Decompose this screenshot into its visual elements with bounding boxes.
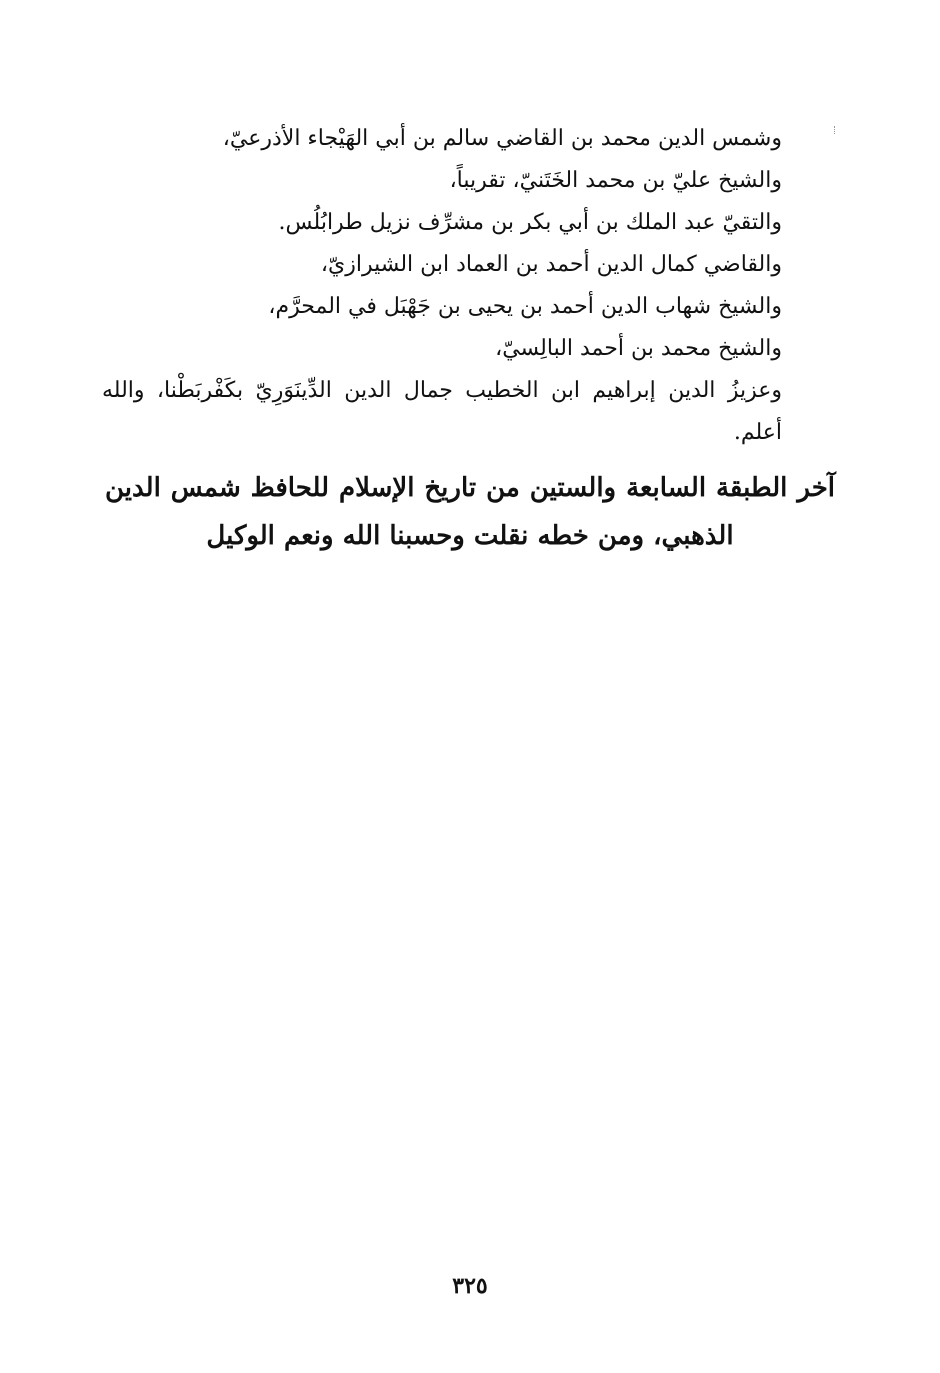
margin-mark [834,126,839,134]
entry-line: والقاضي كمال الدين أحمد بن العماد ابن الشيرازيّ، [320,252,782,277]
entry-line-final: وعزيزُ الدين إبراهيم ابن الخطيب جمال الدين الدِّينَوَرِيّ بكَفْربَطْنا، والله أعلم. [102,378,782,445]
entry-line: والتقيّ عبد الملك بن أبي بكر بن مشرِّف نزيل طرابُلُس. [278,210,782,235]
colophon-line-1: آخر الطبقة السابعة والستين من تاريخ الإسلام للحافظ شمس الدين [105,473,835,503]
death-entries-list [102,118,782,454]
entry-line: والشيخ عليّ بن محمد الخَتَنيّ، تقريباً، [449,168,782,193]
entry-line: والشيخ محمد بن أحمد البالِسيّ، [495,336,782,361]
entry-line: والشيخ شهاب الدين أحمد بن يحيى بن جَهْبَل في المحرَّم، [268,294,782,319]
colophon-line-2: الذهبي، ومن خطه نقلت وحسبنا الله ونعم الوكيل [206,521,734,551]
closing-colophon [105,464,835,560]
entry-line: وشمس الدين محمد بن القاضي سالم بن أبي الهَيْجاء الأذرعيّ، [222,126,782,151]
page-number: ٣٢٥ [452,1273,488,1299]
